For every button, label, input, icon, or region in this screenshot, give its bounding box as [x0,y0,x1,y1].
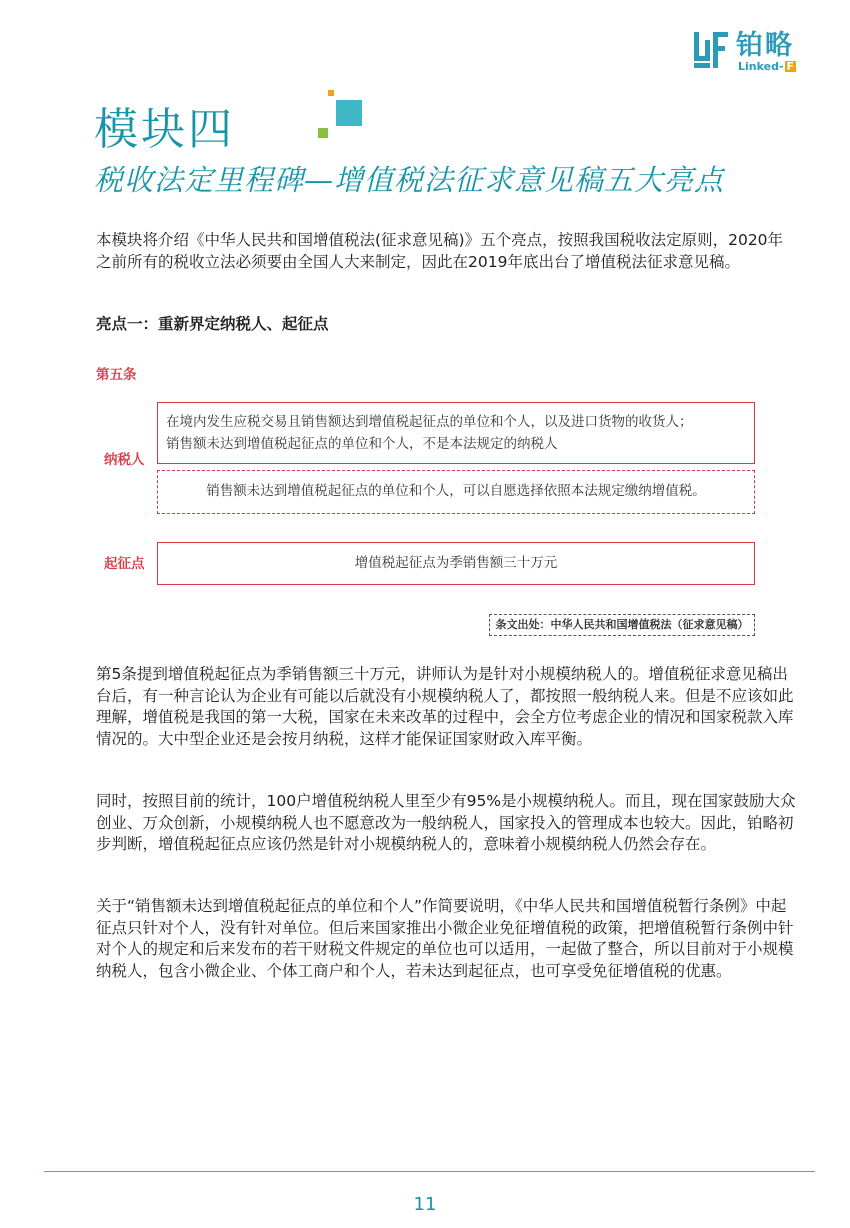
taxpayer-label: 纳税人 [104,452,145,468]
paragraph-1: 第5条提到增值税起征点为季销售额三十万元，讲师认为是针对小规模纳税人的。增值税征求意见稿出台后，有一种言论认为企业有可能以后就没有小规模纳税人了，都按照一般纳税人来。但是不应该如此理解，增值税是我国的第一大税，国家在未来改革的过程中，会全方位考虑企业的情况和国家税款入库情况的。大中型企业还是会按月纳税，这样才能保证国家财政入库平衡。 [96,665,794,748]
threshold-label: 起征点 [104,556,145,572]
module-subtitle: 税收法定里程碑—增值税法征求意见稿五大亮点 [94,163,725,197]
intro-paragraph: 本模块将介绍《中华人民共和国增值税法(征求意见稿)》五个亮点，按照我国税收法定原则，2020年之前所有的税收立法必须要由全国人大来制定，因此在2019年底出台了增值税法征求意见稿。 [96,231,784,271]
page-number: 11 [413,1194,437,1215]
decorative-squares-icon [318,90,366,142]
brand-logo [692,30,822,76]
logo-mark-icon [692,30,730,70]
footer-divider [44,1171,815,1172]
article-label: 第五条 [96,367,137,383]
paragraph-3: 关于“销售额未达到增值税起征点的单位和个人”作简要说明，《中华人民共和国增值税暂行条例》中起征点只针对个人，没有针对单位。但后来国家推出小微企业免征增值税的政策，把增值税暂行条例中针对个人的规定和后来发布的若干财税文件规定的单位也可以适用，一起做了整合，所以目前对于小规模纳税人，包含小微企业、个体工商户和个人，若未达到起征点，也可享受免征增值税的优惠。 [96,897,794,980]
source-citation: 条文出处：中华人民共和国增值税法（征求意见稿） [489,614,755,636]
module-title: 模块四 [94,104,235,155]
logo-f-badge: F [786,60,795,73]
highlight-heading: 亮点一：重新界定纳税人、起征点 [96,315,329,333]
threshold-box: 增值税起征点为季销售额三十万元 [157,542,755,585]
taxpayer-definition-box [157,402,755,464]
taxpayer-definition-line-1: 在境内发生应税交易且销售额达到增值税起征点的单位和个人，以及进口货物的收货人； [166,414,693,430]
taxpayer-definition-line-2: 销售额未达到增值税起征点的单位和个人，不是本法规定的纳税人 [166,436,558,452]
logo-english-text [738,61,796,73]
paragraph-2: 同时，按照目前的统计，100户增值税纳税人里至少有95%是小规模纳税人。而且，现在国家鼓励大众创业、万众创新，小规模纳税人也不愿意改为一般纳税人，国家投入的管理成本也较大。因此，铂略初步判断，增值税起征点应该仍然是针对小规模纳税人的，意味着小规模纳税人仍然会存在。 [96,792,796,854]
logo-chinese-text: 铂略 [736,30,794,61]
optional-taxpayer-box: 销售额未达到增值税起征点的单位和个人，可以自愿选择依照本法规定缴纳增值税。 [157,470,755,514]
logo-english-word: Linked- [738,60,784,73]
